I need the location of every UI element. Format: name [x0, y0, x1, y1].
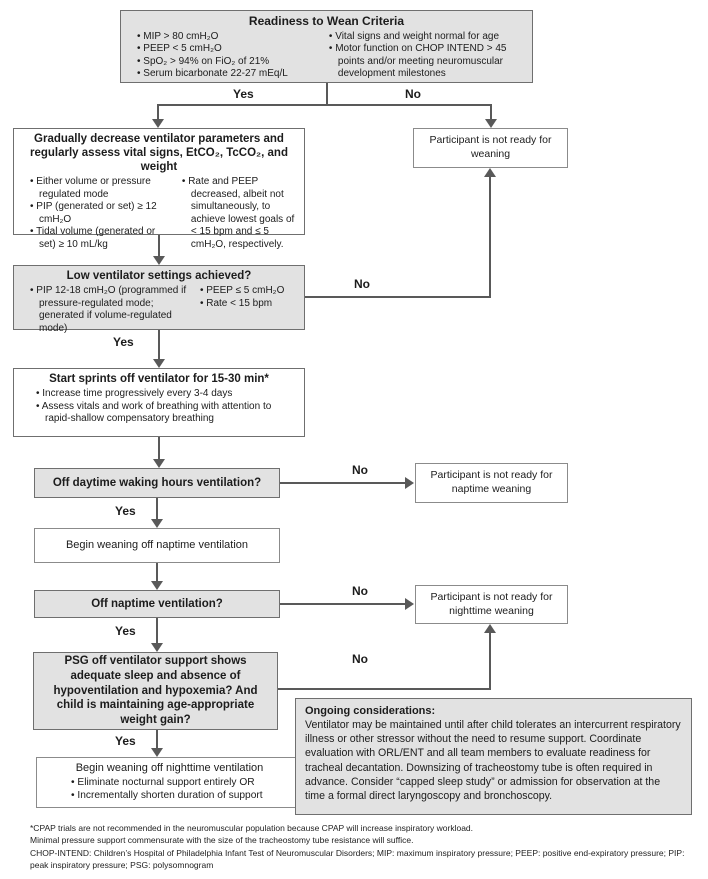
- label-no-readiness: No: [405, 87, 421, 101]
- label-no-naptime: No: [352, 584, 368, 598]
- connector-line: [490, 104, 492, 119]
- connector-line: [156, 618, 158, 643]
- footnote-line: Minimal pressure support commensurate with the size of the tracheostomy tube resistance will suffice.: [30, 835, 414, 846]
- sprints-bullets: [20, 388, 298, 426]
- arrowhead-down: [151, 643, 163, 652]
- decrease-right-bullets: [172, 176, 298, 252]
- readiness-title: Readiness to Wean Criteria: [248, 14, 405, 28]
- bullet-item: • SpO₂ > 94% on FiO₂ of 21%: [137, 56, 319, 69]
- psg-question-text: PSG off ventilator support shows adequate sleep and absence of hypoventilation and hypoxemia? And child is maintaining age-appropriate weight gain?: [53, 654, 258, 727]
- bullet-item: • PEEP < 5 cmH₂O: [137, 43, 319, 56]
- arrowhead-up: [484, 624, 496, 633]
- daytime-question-text: Off daytime waking hours ventilation?: [52, 476, 262, 489]
- arrowhead-down: [153, 359, 165, 368]
- low-settings-right-bullets: [190, 285, 298, 335]
- connector-line: [158, 330, 160, 359]
- low-settings-title: Low ventilator settings achieved?: [66, 270, 252, 282]
- label-no-low-settings: No: [354, 277, 370, 291]
- bullet-item: • Motor function on CHOP INTEND > 45 points and/or meeting neuromuscular development milestones: [329, 43, 526, 81]
- node-readiness-criteria: [120, 10, 533, 83]
- bullet-item: • PEEP ≤ 5 cmH₂O: [200, 285, 298, 298]
- connector-line: [489, 633, 491, 690]
- bullet-item: • Vital signs and weight normal for age: [329, 31, 526, 44]
- label-no-psg: No: [352, 652, 368, 666]
- connector-line: [280, 603, 406, 605]
- connector-line: [158, 235, 160, 256]
- bullet-item: • Eliminate nocturnal support entirely OR: [71, 777, 296, 790]
- arrowhead-down: [151, 519, 163, 528]
- connector-line: [158, 437, 160, 459]
- connector-line: [157, 104, 159, 119]
- sprints-title: Start sprints off ventilator for 15-30 min*: [49, 373, 269, 385]
- readiness-left-bullets: [127, 31, 319, 81]
- node-not-ready-naptime: [415, 463, 568, 503]
- ongoing-title: Ongoing considerations:: [305, 705, 436, 717]
- arrowhead-down: [152, 119, 164, 128]
- bullet-item: • PIP (generated or set) ≥ 12 cmH₂O: [30, 201, 172, 226]
- node-low-settings: [13, 265, 305, 334]
- bullet-item: • Serum bicarbonate 22-27 mEq/L: [137, 68, 319, 81]
- node-begin-naptime: [34, 528, 280, 563]
- arrowhead-down: [151, 581, 163, 590]
- footnote-line: *CPAP trials are not recommended in the neuromuscular population because CPAP will increase inspiratory workload.: [30, 823, 474, 833]
- not-ready-naptime-text: Participant is not ready for naptime weaning: [430, 469, 553, 495]
- not-ready-weaning-text: Participant is not ready for weaning: [429, 134, 552, 160]
- bullet-item: • Tidal volume (generated or set) ≥ 10 mL/kg: [30, 226, 172, 251]
- bullet-item: • Rate and PEEP decreased, albeit not simultaneously, to achieve lowest goals of < 15 bpm and ≤ 5 cmH₂O, respectively.: [182, 176, 298, 252]
- arrowhead-down: [153, 459, 165, 468]
- node-naptime-question: [34, 590, 280, 618]
- arrowhead-down: [151, 748, 163, 757]
- bullet-item: • Incrementally shorten duration of support: [71, 790, 296, 803]
- not-ready-nighttime-text: Participant is not ready for nighttime weaning: [430, 590, 553, 617]
- begin-nighttime-bullets: [43, 777, 296, 803]
- arrowhead-up: [484, 168, 496, 177]
- connector-line: [326, 83, 328, 105]
- node-sprints: [13, 368, 305, 437]
- connector-line: [156, 498, 158, 519]
- ongoing-body: Ventilator may be maintained until after child tolerates an intercurrent respiratory illness or other stressor without the need to resume support. Coordinate evaluation with ORL/ENT and all team members to evaluate readiness for tracheal decantation. Downsizing of tracheostomy tube is often required in advance. Consider “capped sleep study” or admission for observation at the time a formal direct laryngoscopy and bronchoscopy.: [305, 719, 681, 802]
- bullet-item: • Rate < 15 bpm: [200, 298, 298, 311]
- arrowhead-down: [485, 119, 497, 128]
- connector-line: [156, 563, 158, 581]
- label-yes-daytime: Yes: [115, 504, 136, 518]
- label-no-daytime: No: [352, 463, 368, 477]
- readiness-right-bullets: [319, 31, 526, 81]
- label-yes-naptime: Yes: [115, 624, 136, 638]
- node-psg-question: [33, 652, 278, 730]
- label-yes-readiness: Yes: [233, 87, 254, 101]
- node-ongoing-considerations: [295, 698, 692, 815]
- label-yes-psg: Yes: [115, 734, 136, 748]
- arrowhead-right: [405, 598, 414, 610]
- arrowhead-down: [153, 256, 165, 265]
- footnote-line: CHOP-INTEND: Children’s Hospital of Philadelphia Infant Test of Neuromuscular Disorders; MIP: maximum inspiratory pressure; PEEP: positive end-expiratory pressure; PIP: peak inspiratory pressure; PSG: polysomnogram: [30, 847, 685, 870]
- node-begin-nighttime: [36, 757, 303, 808]
- naptime-question-text: Off naptime ventilation?: [91, 597, 223, 610]
- begin-nighttime-title: Begin weaning off nighttime ventilation: [75, 762, 264, 774]
- connector-line: [489, 177, 491, 298]
- bullet-item: • Either volume or pressure regulated mode: [30, 176, 172, 201]
- bullet-item: • MIP > 80 cmH₂O: [137, 31, 319, 44]
- bullet-item: • Increase time progressively every 3-4 days: [36, 388, 298, 401]
- connector-line: [157, 104, 492, 106]
- bullet-item: • Assess vitals and work of breathing with attention to rapid-shallow compensatory breathing: [36, 401, 298, 426]
- node-not-ready-weaning: [413, 128, 568, 168]
- connector-line: [280, 482, 406, 484]
- footnotes: [30, 822, 686, 871]
- node-daytime-question: [34, 468, 280, 498]
- bullet-item: • PIP 12-18 cmH₂O (programmed if pressure-regulated mode; generated if volume-regulated mode): [30, 285, 190, 335]
- low-settings-left-bullets: [20, 285, 190, 335]
- connector-line: [305, 296, 491, 298]
- decrease-left-bullets: [20, 176, 172, 252]
- decrease-title: Gradually decrease ventilator parameters and regularly assess vital signs, EtCO₂, TcCO₂, and weight: [30, 133, 288, 174]
- node-not-ready-nighttime: [415, 585, 568, 624]
- connector-line: [278, 688, 491, 690]
- arrowhead-right: [405, 477, 414, 489]
- node-decrease-parameters: [13, 128, 305, 251]
- begin-naptime-text: Begin weaning off naptime ventilation: [65, 539, 249, 552]
- connector-line: [156, 730, 158, 748]
- label-yes-low-settings: Yes: [113, 335, 134, 349]
